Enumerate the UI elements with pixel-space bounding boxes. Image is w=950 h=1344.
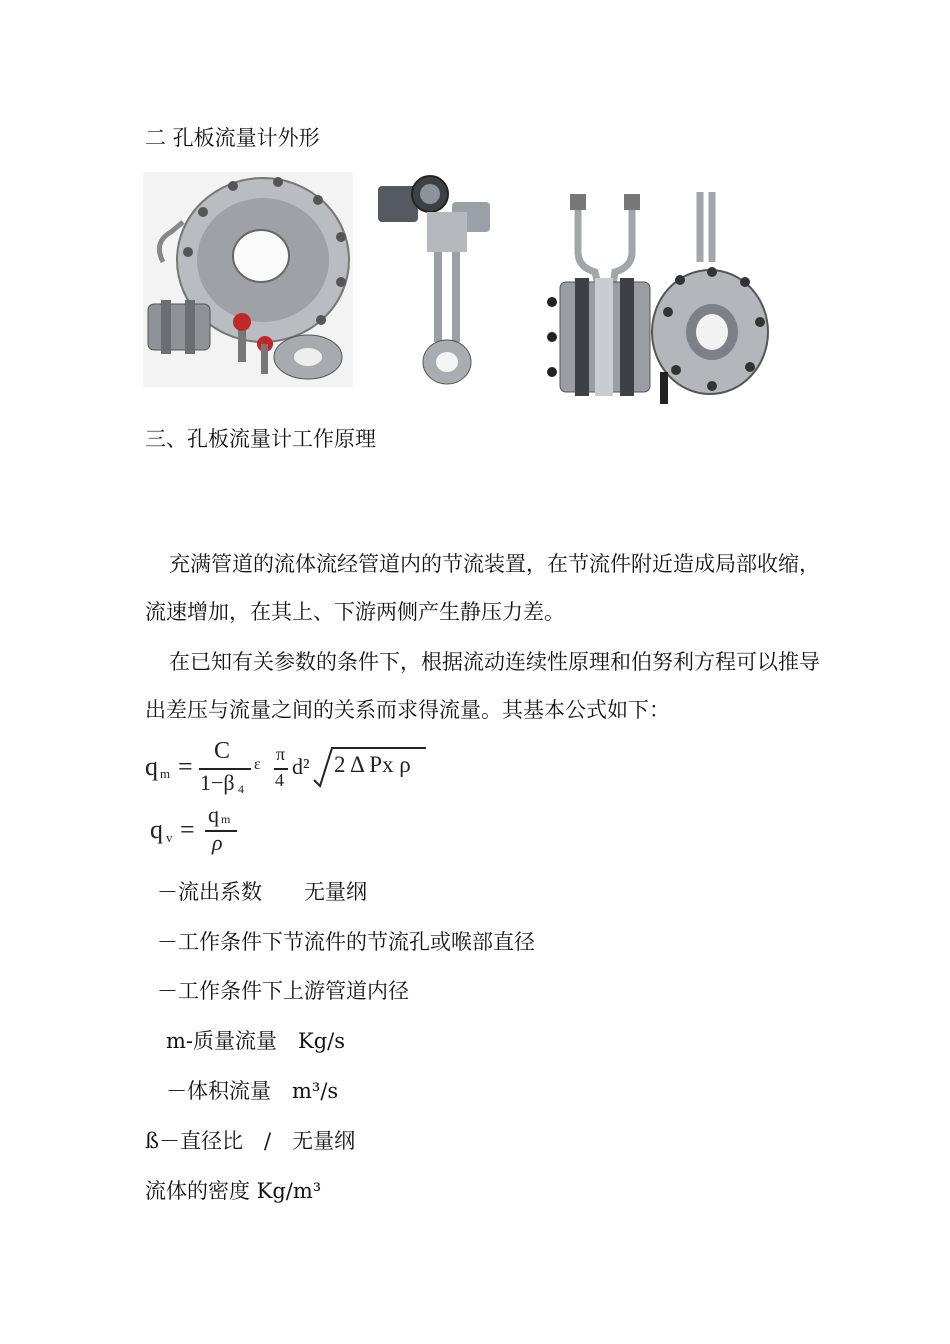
formula-qv-rho: ρ — [212, 830, 223, 855]
definition-pipe-diameter: －工作条件下上游管道内径 — [157, 979, 409, 1003]
section-heading-appearance: 二 孔板流量计外形 — [145, 126, 320, 150]
section-heading-principle: 三、孔板流量计工作原理 — [145, 427, 376, 451]
formula-qm-lhs: q — [145, 752, 158, 781]
formula-epsilon: ε — [254, 756, 261, 773]
paragraph-principle: 充满管道的流体流经管道内的节流装置，在节流件附近造成局部收缩，流速增加，在其上、下游两侧产生静压力差。 — [145, 552, 820, 624]
formula-four: 4 — [275, 770, 284, 790]
formula-d2: d² — [292, 754, 310, 779]
formula-qv-lhs: q — [150, 815, 163, 844]
definition-volume-flow: －体积流量 m³/s — [166, 1079, 339, 1103]
definition-mass-flow: m-质量流量 Kg/s — [166, 1029, 345, 1053]
formula-equals: = — [178, 752, 193, 781]
definition-density: 流体的密度 Kg/m³ — [145, 1179, 322, 1203]
formula-qv-equals: = — [180, 815, 195, 844]
definition-discharge-coefficient: －流出系数 无量纲 — [157, 880, 367, 904]
formula-qv-num-sub: m — [221, 812, 231, 826]
formula-pi: π — [276, 744, 286, 764]
orifice-transmitter-photo — [372, 172, 502, 387]
formula-denominator: 1−β — [200, 770, 235, 795]
formula-sqrt-body: 2 Δ Px ρ — [334, 752, 411, 777]
orifice-assembly-photo — [540, 172, 772, 407]
orifice-flange-photo — [143, 172, 353, 387]
formula-qv-num: q — [208, 802, 219, 827]
definition-orifice-diameter: －工作条件下节流件的节流孔或喉部直径 — [157, 930, 535, 954]
paragraph-derivation: 在已知有关参数的条件下，根据流动连续性原理和伯努利方程可以推导出差压与流量之间的关系而求得流量。其基本公式如下： — [145, 650, 820, 722]
formula-c: C — [214, 738, 231, 764]
definition-diameter-ratio: ß－直径比 / 无量纲 — [145, 1129, 356, 1153]
formula-qm-sub: m — [160, 766, 171, 781]
formula-denominator-sub: 4 — [238, 782, 244, 796]
formula-qv-sub: v — [166, 830, 173, 845]
